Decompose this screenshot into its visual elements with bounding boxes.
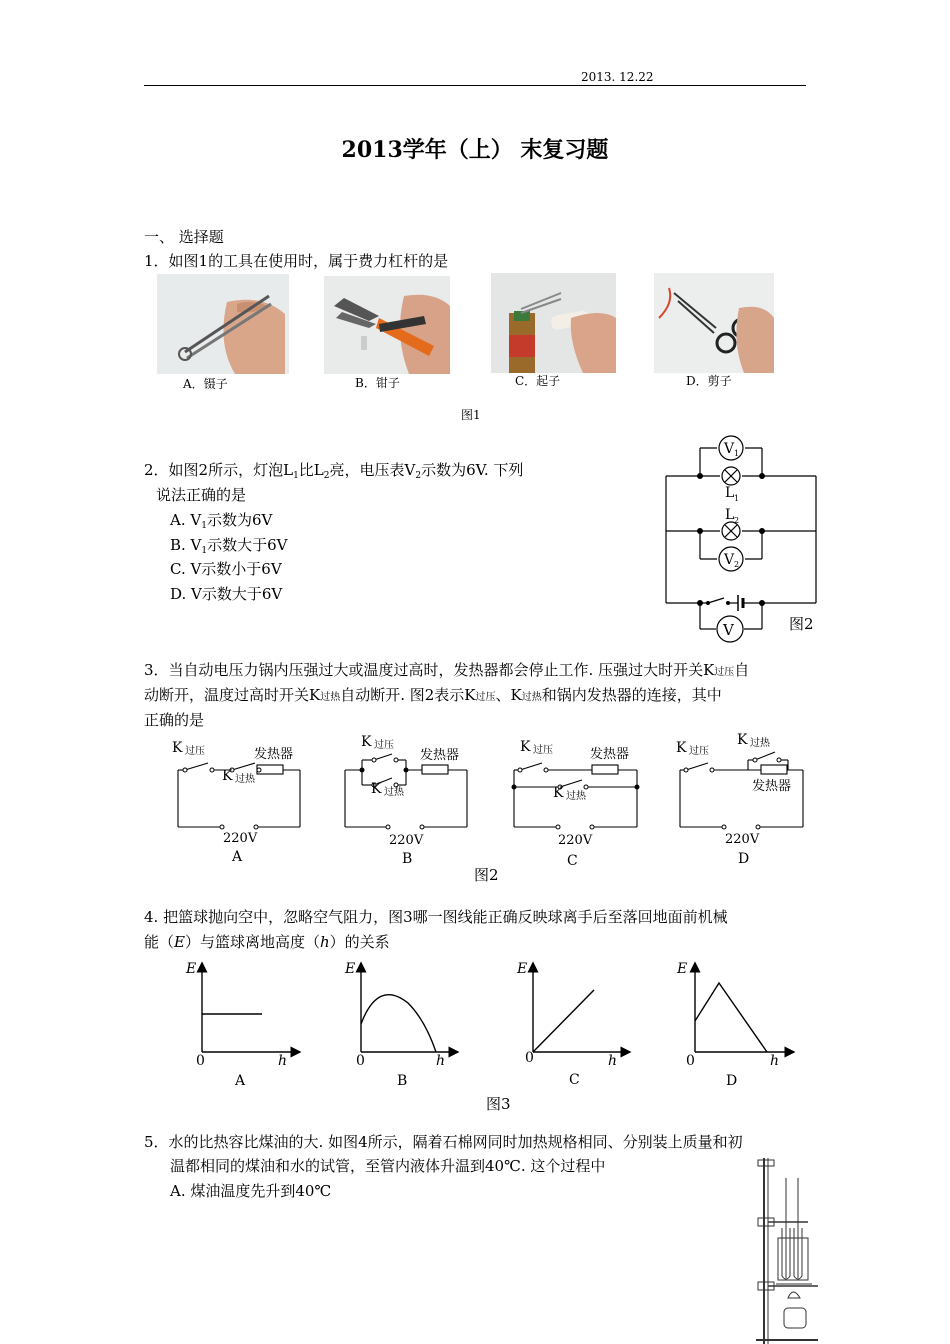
question-2-stem: 2．如图2所示，灯泡$L_1$比$L_2$亮，电压表$V_2$示数为6V. 下列: [144, 461, 524, 481]
q2-circuit-diagram: [660, 430, 825, 645]
svg-text:K: K: [553, 785, 564, 801]
svg-text:E: E: [677, 961, 688, 977]
svg-text:E: E: [186, 961, 197, 977]
svg-text:0: 0: [196, 1053, 205, 1069]
svg-text:过压: 过压: [689, 746, 709, 757]
question-4-line2: 能（E）与篮球离地高度（h）的关系: [144, 933, 390, 951]
svg-text:K: K: [676, 740, 687, 756]
q3-label-d: D: [738, 851, 750, 867]
q4-graphs: [180, 955, 810, 1095]
q1-caption-c: C．起子: [515, 374, 561, 388]
svg-text:K: K: [361, 734, 372, 750]
svg-text:K: K: [371, 781, 382, 797]
svg-text:发热器: 发热器: [254, 747, 294, 762]
svg-text:2: 2: [734, 516, 740, 525]
svg-text:h: h: [770, 1053, 780, 1069]
q4-label-a: A: [235, 1073, 246, 1089]
question-3-line3: 正确的是: [144, 711, 205, 729]
pliers-photo: [324, 276, 450, 374]
q4-label-c: C: [569, 1072, 580, 1088]
svg-text:K: K: [222, 768, 233, 784]
q4-label-b: B: [397, 1073, 408, 1089]
question-1-stem: 1．如图1的工具在使用时，属于费力杠杆的是: [144, 252, 449, 270]
svg-text:h: h: [436, 1053, 446, 1069]
page-title: 2013学年（上） 末复习题: [341, 137, 609, 163]
svg-text:2: 2: [734, 560, 740, 569]
svg-text:E: E: [345, 961, 356, 977]
question-5-line1: 5．水的比热容比煤油的大. 如图4所示，隔着石棉网同时加热规格相同、分别装上质量和初: [144, 1133, 743, 1151]
svg-text:过热: 过热: [566, 791, 586, 802]
q1-caption-d: D．剪子: [686, 374, 732, 388]
v2-label: V: [724, 552, 735, 568]
svg-text:0: 0: [686, 1053, 695, 1069]
q5-heating-apparatus: [748, 1158, 828, 1344]
figure-2-caption: 图2: [474, 866, 499, 884]
svg-text:发热器: 发热器: [420, 748, 460, 763]
svg-text:0: 0: [525, 1050, 534, 1066]
q2-option-c: C. V示数小于6V: [170, 560, 282, 578]
svg-text:h: h: [608, 1053, 618, 1069]
svg-text:发热器: 发热器: [752, 779, 792, 794]
q3-label-a: A: [232, 849, 243, 865]
svg-text:220V: 220V: [223, 831, 258, 846]
figure-3-caption: 图3: [486, 1095, 511, 1113]
svg-text:0: 0: [356, 1053, 365, 1069]
figure-2-caption-circuit: 图2: [789, 615, 814, 633]
q2-option-b: B. $V_1$示数大于6V: [170, 536, 288, 556]
svg-text:E: E: [517, 961, 528, 977]
question-5-line2: 温都相同的煤油和水的试管，至管内液体升温到40℃. 这个过程中: [170, 1157, 606, 1175]
svg-text:过压: 过压: [374, 740, 394, 751]
svg-text:220V: 220V: [389, 833, 424, 848]
section-heading: 一、 选择题: [144, 228, 224, 246]
question-2-stem-line2: 说法正确的是: [156, 486, 247, 504]
svg-text:K: K: [737, 732, 748, 748]
svg-text:K: K: [520, 739, 531, 755]
header-date: 2013. 12.22: [581, 70, 654, 84]
tweezers-photo: [157, 274, 289, 374]
svg-text:1: 1: [734, 494, 740, 503]
figure-1-caption: 图1: [461, 408, 481, 422]
q3-circuit-diagrams: [160, 730, 820, 880]
svg-text:过热: 过热: [235, 774, 255, 785]
q4-label-d: D: [726, 1073, 738, 1089]
svg-text:过压: 过压: [185, 746, 205, 757]
l2-label: L: [725, 507, 735, 523]
v-label: V: [723, 621, 734, 639]
svg-text:K: K: [172, 740, 183, 756]
q1-caption-a: A．镊子: [183, 377, 228, 391]
q3-label-c: C: [567, 853, 578, 869]
scissors-photo: [654, 273, 774, 373]
svg-text:过热: 过热: [750, 738, 770, 749]
q2-option-d: D. V示数大于6V: [170, 585, 283, 603]
q3-label-b: B: [402, 851, 413, 867]
l1-label: L: [725, 485, 735, 501]
q5-option-a: A. 煤油温度先升到40℃: [170, 1182, 332, 1200]
svg-text:h: h: [278, 1053, 288, 1069]
q2-option-a: A. $V_1$示数为6V: [170, 511, 273, 531]
v1-label: V: [724, 441, 735, 457]
svg-text:发热器: 发热器: [590, 747, 630, 762]
svg-text:过热: 过热: [384, 787, 404, 798]
bottle-opener-photo: [491, 273, 616, 373]
svg-text:过压: 过压: [533, 745, 553, 756]
header-rule: [144, 85, 806, 86]
svg-text:220V: 220V: [558, 833, 593, 848]
q1-caption-b: B．钳子: [355, 376, 400, 390]
question-3-line2: 动断开，温度过高时开关K过热自动断开. 图2表示K过压、K过热和锅内发热器的连接，其中: [144, 686, 722, 704]
question-4-line1: 4. 把篮球抛向空中，忽略空气阻力，图3哪一图线能正确反映球离手后至落回地面前机械: [144, 908, 728, 926]
svg-text:220V: 220V: [725, 832, 760, 847]
svg-text:1: 1: [734, 449, 740, 458]
question-3-line1: 3．当自动电压力锅内压强过大或温度过高时，发热器都会停止工作. 压强过大时开关K过压自: [144, 661, 750, 679]
